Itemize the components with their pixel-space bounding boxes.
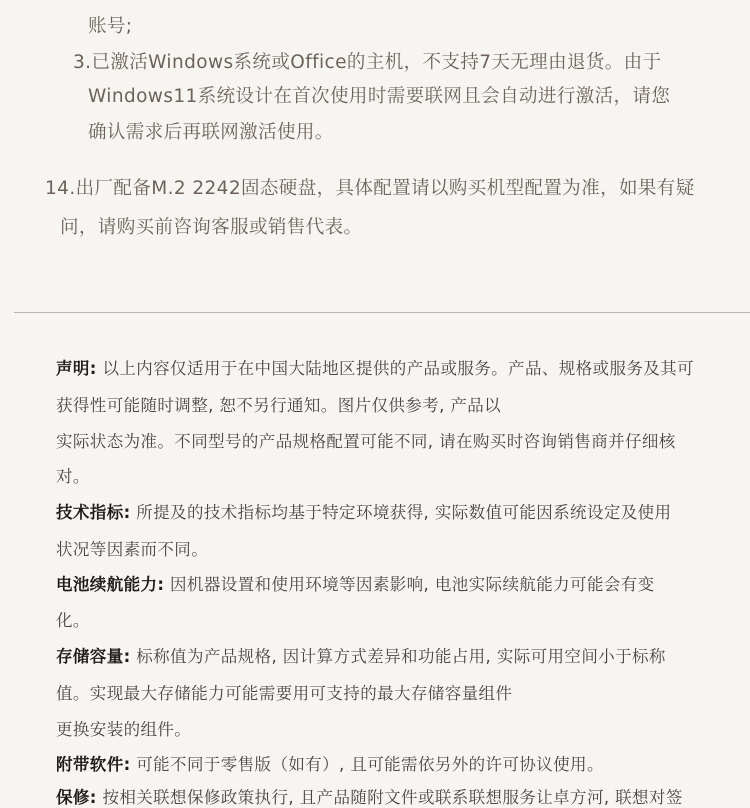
disclaimer-text: 对。 xyxy=(56,467,90,486)
disclaimer-term: 电池续航能力: xyxy=(56,575,165,594)
disclaimer-text: 按相关联想保修政策执行, 且产品随附文件或联系联想服务让卓方河, 联想对签 xyxy=(96,788,683,807)
disclaimer-text: 获得性可能随时调整, 恕不另行通知。图片仅供参考, 产品以 xyxy=(56,396,502,415)
disclaimer-text: 实际状态为准。不同型号的产品规格配置可能不同, 请在购买时咨询销售商并仔细核 xyxy=(56,432,676,451)
disclaimer-text: 标称值为产品规格, 因计算方式差异和功能占用, 实际可用空间小于标称 xyxy=(130,647,666,666)
disclaimer-term: 存储容量: xyxy=(56,647,131,666)
note-3-line: 确认需求后再联网激活使用。 xyxy=(88,122,334,143)
disclaimer-text: 可能不同于零售版（如有）, 且可能需依另外的许可协议使用。 xyxy=(130,755,604,774)
disclaimer-term: 技术指标: xyxy=(56,503,131,522)
section-divider xyxy=(14,312,750,313)
disclaimer-text: 因机器设置和使用环境等因素影响, 电池实际续航能力可能会有变 xyxy=(164,575,655,594)
note-3-line: 3.已激活Windows系统或Office的主机，不支持7天无理由退货。由于 xyxy=(73,52,662,73)
note-3-line: Windows11系统设计在首次使用时需要联网且会自动进行激活，请您 xyxy=(88,86,671,107)
note-2-tail: 账号; xyxy=(88,16,133,37)
disclaimer-text: 更换安装的组件。 xyxy=(56,720,192,739)
disclaimer-term: 声明: xyxy=(56,359,97,378)
disclaimer-text: 状况等因素而不同。 xyxy=(56,540,209,559)
note-14-line: 问，请购买前咨询客服或销售代表。 xyxy=(60,217,363,238)
note-14-line: 14.出厂配备M.2 2242固态硬盘，具体配置请以购买机型配置为准，如果有疑 xyxy=(45,178,695,199)
disclaimer-text: 所提及的技术指标均基于特定环境获得, 实际数值可能因系统设定及使用 xyxy=(130,503,672,522)
disclaimer-term: 保修: xyxy=(56,788,97,807)
disclaimer-text: 以上内容仅适用于在中国大陆地区提供的产品或服务。产品、规格或服务及其可 xyxy=(96,359,694,378)
disclaimer-text: 值。实现最大存储能力可能需要用可支持的最大存储容量组件 xyxy=(56,684,513,703)
disclaimer-text: 化。 xyxy=(56,611,90,630)
disclaimer-term: 附带软件: xyxy=(56,755,131,774)
